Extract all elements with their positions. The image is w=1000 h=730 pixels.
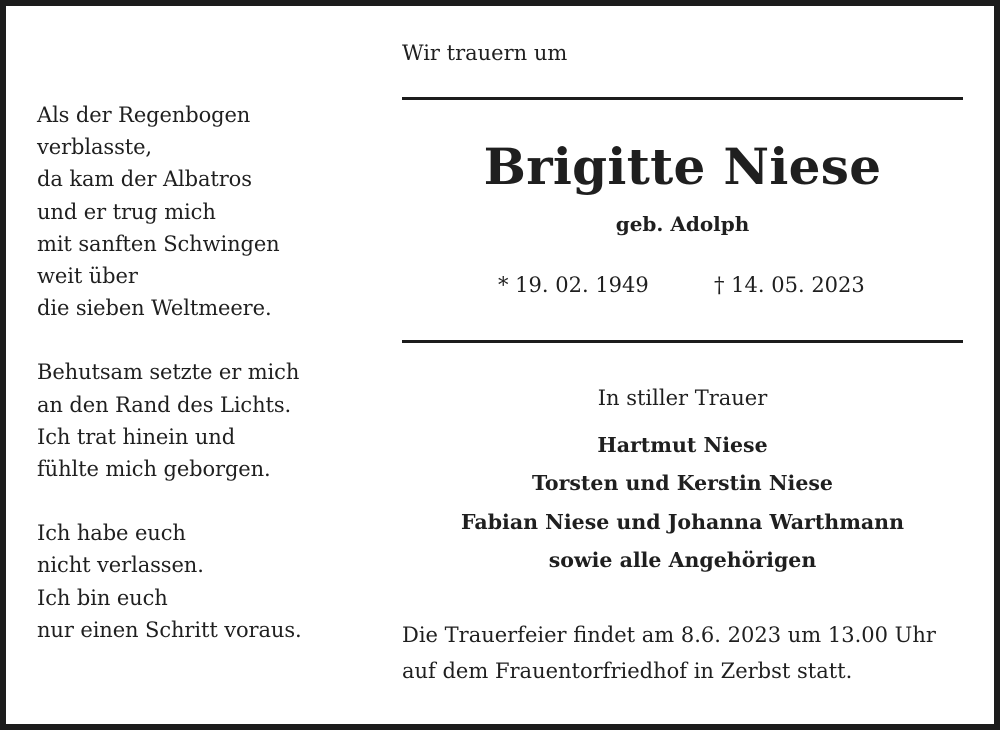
mourners-list xyxy=(402,426,963,579)
mourner: Torsten und Kerstin Niese xyxy=(532,471,833,496)
deceased-name: Brigitte Niese xyxy=(483,137,882,196)
poem-line: Ich bin euch xyxy=(37,585,168,610)
poem-line: nicht verlassen. xyxy=(37,553,204,578)
poem-stanza-2 xyxy=(37,356,367,485)
poem-line: Als der Regenbogen xyxy=(37,103,251,127)
poem-line: an den Rand des Lichts. xyxy=(37,392,292,417)
poem-line: die sieben Weltmeere. xyxy=(37,296,272,321)
poem-line: und er trug mich xyxy=(37,199,216,224)
mourner: Hartmut Niese xyxy=(597,433,768,457)
in-silent-grief: In stiller Trauer xyxy=(597,386,768,410)
poem-line: Ich trat hinein und xyxy=(37,424,236,449)
service-line: auf dem Frauentorfriedhof in Zerbst statt. xyxy=(402,659,853,683)
poem-stanza-3 xyxy=(37,517,367,646)
poem-line: Ich habe euch xyxy=(37,521,186,546)
mourner: Fabian Niese und Johanna Warthmann xyxy=(460,509,904,534)
poem xyxy=(37,99,367,678)
funeral-service-info xyxy=(402,617,982,689)
top-divider xyxy=(402,97,963,100)
poem-line: weit über xyxy=(37,264,138,289)
poem-line: mit sanften Schwingen xyxy=(37,231,280,256)
bottom-divider xyxy=(402,340,963,343)
mourner: sowie alle Angehörigen xyxy=(548,547,817,572)
poem-line: Behutsam setzte er mich xyxy=(37,360,300,385)
birth-name: geb. Adolph xyxy=(615,212,750,236)
death-date: † 14. 05. 2023 xyxy=(714,273,865,297)
poem-line: verblasste, xyxy=(37,135,153,160)
poem-line: fühlte mich geborgen. xyxy=(37,457,271,482)
service-line: Die Trauerfeier findet am 8.6. 2023 um 13.00 Uhr xyxy=(402,623,936,647)
mourning-intro-text: Wir trauern um xyxy=(402,41,568,65)
birth-date: * 19. 02. 1949 xyxy=(498,273,649,297)
poem-line: nur einen Schritt voraus. xyxy=(37,617,302,642)
poem-line: da kam der Albatros xyxy=(37,167,252,192)
poem-stanza-1 xyxy=(37,99,367,324)
